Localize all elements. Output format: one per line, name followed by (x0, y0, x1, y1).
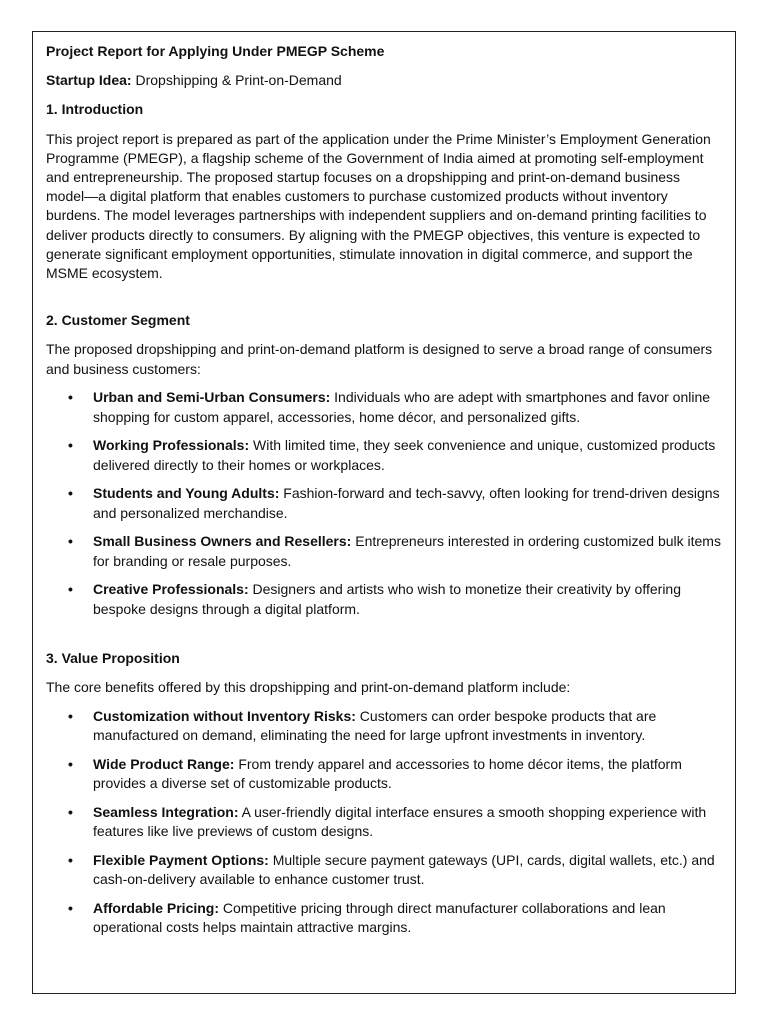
list-item-text: Individuals who are adept with smartphones and favor online shopping for custom apparel, accessories, home décor, and personalized gifts. (93, 389, 711, 425)
bullet-icon: • (68, 485, 73, 502)
bullet-icon: • (68, 389, 73, 406)
bullet-icon: • (68, 707, 73, 724)
list-item-text: Multiple secure payment gateways (UPI, cards, digital wallets, etc.) and cash-on-delivery available to enhance customer trust. (93, 851, 715, 888)
list-item-term: Small Business Owners and Resellers: (93, 533, 352, 550)
list-item (46, 580, 722, 618)
startup-idea-label: Startup Idea: (46, 72, 132, 89)
value-proposition-paragraph: The core benefits offered by this dropshipping and print-on-demand platform include: (46, 679, 571, 696)
list-item-term: Flexible Payment Options: (93, 851, 269, 868)
list-item-term: Working Professionals: (93, 437, 250, 454)
section-heading-introduction: 1. Introduction (46, 101, 144, 118)
bullet-icon: • (68, 851, 73, 868)
customer-segment-paragraph: The proposed dropshipping and print-on-demand platform is designed to serve a broad range of consumers and business customers: (46, 341, 713, 377)
list-item-text: Fashion-forward and tech-savvy, often looking for trend-driven designs and personalized merchandise. (93, 485, 720, 521)
list-item-term: Customization without Inventory Risks: (93, 707, 356, 724)
bullet-icon: • (68, 581, 73, 598)
list-item-term: Urban and Semi-Urban Consumers: (93, 389, 331, 406)
introduction-paragraph: This project report is prepared as part of the application under the Prime Minister’s Employment Generation Programme (PMEGP), a flagship scheme of the Government of India aimed at promoting self-employment and entrepreneurship. The proposed startup focuses on a dropshipping and print-on-demand business model—a digital platform that enables customers to purchase customized products without inventory burdens. The model leverages partnerships with independent suppliers and on-demand printing facilities to deliver products directly to consumers. By aligning with the PMEGP objectives, this venture is expected to generate significant employment opportunities, stimulate innovation in digital commerce, and support the MSME ecosystem. (46, 130, 711, 282)
startup-idea-line (46, 71, 722, 90)
startup-idea-value: Dropshipping & Print-on-Demand (131, 72, 342, 89)
section-heading-value-proposition: 3. Value Proposition (46, 649, 180, 666)
list-item (46, 755, 722, 793)
list-item (46, 899, 722, 937)
list-item-term: Affordable Pricing: (93, 899, 220, 916)
bullet-icon: • (68, 755, 73, 772)
list-item (46, 388, 722, 426)
bullet-icon: • (68, 437, 73, 454)
list-item-term: Wide Product Range: (93, 755, 235, 772)
list-item-text: With limited time, they seek convenience and unique, customized products delivered directly to their homes or workplaces. (93, 437, 716, 473)
bullet-icon: • (68, 533, 73, 550)
list-item-text: Entrepreneurs interested in ordering customized bulk items for branding or resale purposes. (93, 533, 721, 569)
list-item (46, 532, 722, 570)
list-item-term: Students and Young Adults: (93, 485, 280, 502)
list-item (46, 707, 722, 745)
list-item (46, 851, 722, 889)
list-item-term: Creative Professionals: (93, 581, 249, 598)
report-title: Project Report for Applying Under PMEGP Scheme (46, 43, 385, 59)
list-item (46, 436, 722, 474)
list-item-term: Seamless Integration: (93, 803, 239, 820)
customer-segment-list (46, 388, 722, 618)
value-proposition-list (46, 707, 722, 937)
report-body (46, 42, 722, 937)
list-item-text: Designers and artists who wish to monetize their creativity by offering bespoke designs through a digital platform. (93, 581, 682, 617)
list-item (46, 484, 722, 522)
list-item-text: Competitive pricing through direct manufacturer collaborations and lean operational costs helps maintain attractive margins. (93, 899, 666, 936)
bullet-icon: • (68, 803, 73, 820)
section-heading-customer-segment: 2. Customer Segment (46, 312, 190, 329)
list-item-text: A user-friendly digital interface ensures a smooth shopping experience with features like live previews of custom designs. (93, 803, 707, 840)
list-item-text: Customers can order bespoke products that are manufactured on demand, eliminating the need for large upfront investments in inventory. (93, 707, 657, 744)
list-item-text: From trendy apparel and accessories to home décor items, the platform provides a diverse set of customizable products. (93, 755, 682, 792)
bullet-icon: • (68, 899, 73, 916)
list-item (46, 803, 722, 841)
